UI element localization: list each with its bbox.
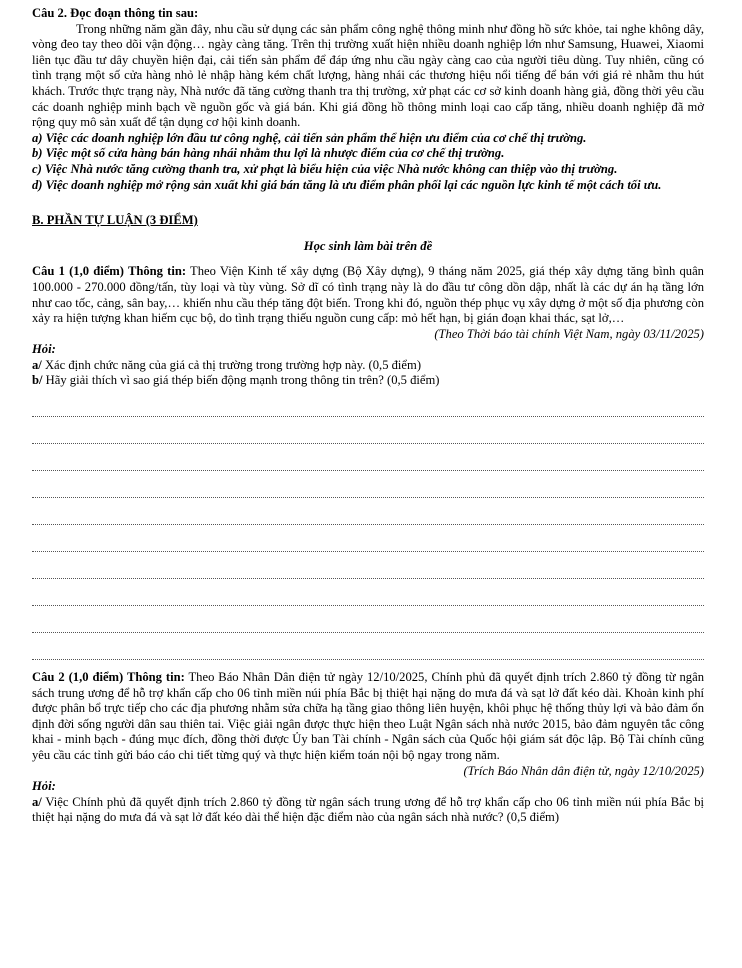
essay-q2-part-a-text: Việc Chính phủ đã quyết định trích 2.860 tỷ đồng từ ngân sách trung ương để hỗ trợ khẩn cấp cho 06 tỉnh miền núi phía Bắc bị thiệt hại nặng do mưa đá và sạt lở đất kéo dài thể hiện đặc điểm nào của ngân sách nhà nước? (0,5 điểm) bbox=[32, 794, 704, 825]
essay-q1-source: (Theo Thời báo tài chính Việt Nam, ngày 03/11/2025) bbox=[434, 326, 704, 341]
statement-b: b) Việc một số cửa hàng bán hàng nhái nhằm thu lợi là nhược điểm của cơ chế thị trường. bbox=[32, 146, 505, 161]
question-2-heading: Câu 2. Đọc đoạn thông tin sau: bbox=[32, 6, 199, 20]
essay-q1-ask-label: Hỏi: bbox=[32, 342, 56, 357]
section-b-title bbox=[32, 213, 704, 229]
answer-line[interactable] bbox=[32, 606, 704, 633]
essay-q1-part-b-label: b/ bbox=[32, 373, 43, 388]
essay-q2-source: (Trích Báo Nhân dân điện tử, ngày 12/10/2025) bbox=[463, 763, 704, 778]
essay-q1-part-a-text: Xác định chức năng của giá cả thị trường trong trường hợp này. (0,5 điểm) bbox=[41, 357, 422, 372]
essay-q1-text: Theo Viện Kinh tế xây dựng (Bộ Xây dựng), 9 tháng năm 2025, giá thép xây dựng tăng bình quân 100.000 - 270.000 đồng/tấn, tùy loại và tùy vùng. Sở dĩ có tình trạng này là do đầu tư công dồn dập, nhất là các dự án hạ tầng lớn như cao tốc, cảng, sân bay,… khiến nhu cầu thép tăng đột biến. Trong khi đó, nguồn thép phục vụ xây dựng ở một số địa phương còn xảy ra hiện tượng khan hiếm cục bộ, do tình trạng thiếu nguồn cung cấp: mỏ hết hạn, bị gián đoạn khai thác, sạt lở,… bbox=[32, 264, 704, 326]
section-b-instruction: Học sinh làm bài trên đề bbox=[303, 238, 433, 253]
essay-q2-lead: Câu 2 (1,0 điểm) Thông tin: bbox=[32, 670, 185, 685]
essay-q1-part-a bbox=[32, 358, 704, 374]
answer-lines bbox=[32, 390, 704, 660]
answer-line[interactable] bbox=[32, 417, 704, 444]
answer-line[interactable] bbox=[32, 444, 704, 471]
question-2-passage: Trong những năm gần đây, nhu cầu sử dụng các sản phẩm công nghệ thông minh như đồng hồ sức khỏe, tai nghe không dây, vòng đeo tay theo dõi vận động… ngày càng tăng. Trên thị trường xuất hiện nhiều doanh nghiệp lớn như Samsung, Huawei, Xiaomi liên tục đầu tư dây chuyền hiện đại, cải tiến sản phẩm để đáp ứng nhu cầu ngày càng cao của người tiêu dùng. Tuy nhiên, cũng có tình trạng một số cửa hàng nhỏ lẻ nhập hàng kém chất lượng, hàng nhái các thương hiệu nổi tiếng để bán với giá rẻ nhằm thu hút khách. Trước thực trạng này, Nhà nước đã tăng cường thanh tra thị trường, xử phạt các cơ sở kinh doanh hàng giả, đồng thời yêu cầu các doanh nghiệp minh bạch về nguồn gốc và giá bán. Khi giá đồng hồ thông minh loại cao cấp tăng, nhiều doanh nghiệp đã mở rộng quy mô sản xuất để tận dụng cơ hội kinh doanh. bbox=[32, 21, 704, 130]
answer-line[interactable] bbox=[32, 552, 704, 579]
answer-line[interactable] bbox=[32, 633, 704, 660]
essay-q1-part-b-text: Hãy giải thích vì sao giá thép biến động mạnh trong thông tin trên? (0,5 điểm) bbox=[42, 373, 440, 388]
statement-a: a) Việc các doanh nghiệp lớn đầu tư công nghệ, cải tiến sản phẩm thể hiện ưu điểm của cơ chế thị trường. bbox=[32, 130, 587, 145]
answer-line[interactable] bbox=[32, 498, 704, 525]
answer-line[interactable] bbox=[32, 579, 704, 606]
statement-d: d) Việc doanh nghiệp mở rộng sản xuất khi giá bán tăng là ưu điểm phân phối lại các nguồn lực kinh tế một cách tối ưu. bbox=[32, 177, 662, 192]
answer-line[interactable] bbox=[32, 390, 704, 417]
essay-q1-info bbox=[32, 264, 704, 326]
essay-q2-text: Theo Báo Nhân Dân điện tử ngày 12/10/2025, Chính phủ đã quyết định trích 2.860 tỷ đồng từ ngân sách trung ương để hỗ trợ khẩn cấp cho 06 tỉnh miền núi phía Bắc bị thiệt hại nặng do mưa đá và sạt lở đất kéo dài. Khoản kinh phí được phân bổ trực tiếp cho các địa phương nhằm sửa chữa hạ tầng giao thông liên huyện, khôi phục hệ thống thủy lợi và bảo đảm ổn định đời sống người dân sau thiên tai. Việc giải ngân được thực hiện theo Luật Ngân sách nhà nước 2015, bảo đảm nguyên tắc công khai - minh bạch - đúng mục đích, đồng thời được Ủy ban Tài chính - Ngân sách của Quốc hội giám sát độc lập. Bộ Tài chính cũng yêu cầu các tỉnh gửi báo cáo chi tiết từng quý và thực hiện kiểm toán nội bộ ngay trong năm. bbox=[32, 670, 704, 763]
essay-q2-ask-label: Hỏi: bbox=[32, 779, 56, 794]
essay-q2-part-a bbox=[32, 795, 704, 826]
essay-q2-part-a-label: a/ bbox=[32, 794, 42, 809]
essay-q1-part-a-label: a/ bbox=[32, 357, 42, 372]
answer-line[interactable] bbox=[32, 525, 704, 552]
section-b-title-text: B. PHẦN TỰ LUẬN (3 ĐIỂM) bbox=[32, 213, 198, 228]
essay-q1-lead: Câu 1 (1,0 điểm) Thông tin: bbox=[32, 264, 187, 279]
answer-line[interactable] bbox=[32, 471, 704, 498]
statement-c: c) Việc Nhà nước tăng cường thanh tra, xử phạt là biểu hiện của việc Nhà nước không can thiệp vào thị trường. bbox=[32, 161, 618, 176]
essay-q2-info bbox=[32, 670, 704, 764]
essay-q1-part-b bbox=[32, 373, 704, 389]
